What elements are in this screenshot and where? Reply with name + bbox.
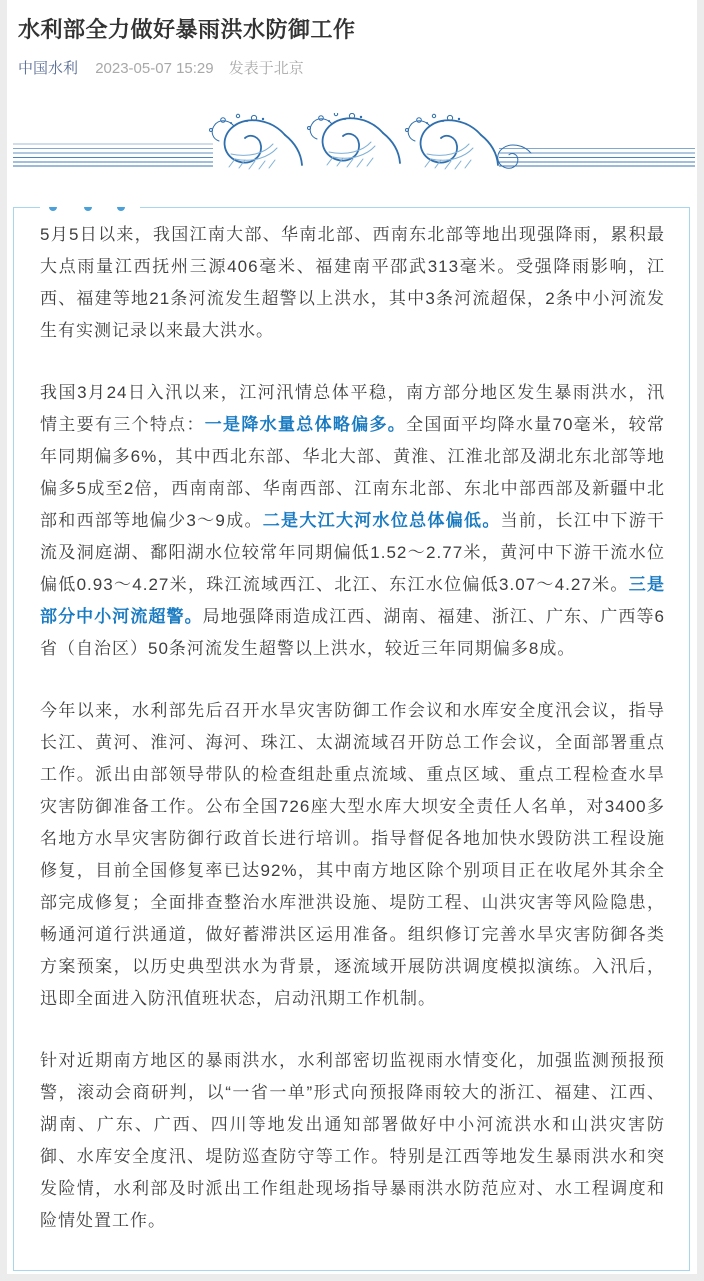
paragraph (40, 1045, 665, 1237)
body-text: 我国3月24日入汛以来，江河汛情总体平稳，南方部分地区发生暴雨洪水，汛情主要有三个特点： (40, 383, 665, 434)
page-title: 水利部全力做好暴雨洪水防御工作 (18, 17, 356, 42)
highlight-text: 三是部分中小河流超警。 (40, 575, 666, 626)
highlight-text: 一是降水量总体略偏多。 (204, 415, 407, 434)
article-body (14, 207, 689, 1237)
body-text: 今年以来，水利部先后召开水旱灾害防御工作会议和水库安全度汛会议，指导长江、黄河、淮河、海河、珠江、太湖流域召开防总工作会议，全面部署重点工作。派出由部领导带队的检查组赴重点流域、重点区域、重点工程检查水旱灾害防御准备工作。公布全国726座大型水库大坝安全责任人名单，对3400多名地方水旱灾害防御行政首长进行培训。指导督促各地加快水毁防洪工程设施修复，目前全国修复率已达92%，其中南方地区除个别项目正在收尾外其余全部完成修复；全面排查整治水库泄洪设施、堤防工程、山洪灾害等风险隐患，畅通河道行洪通道，做好蓄滞洪区运用准备。组织修订完善水旱灾害防御各类方案预案，以历史典型洪水为背景，逐流域开展防洪调度模拟演练。入汛后，迅即全面进入防汛值班状态，启动汛期工作机制。 (40, 701, 665, 1008)
frame-top-line-left (13, 207, 40, 208)
publish-location: 发表于北京 (228, 60, 304, 77)
body-text: 局地强降雨造成江西、湖南、福建、浙江、广东、广西等6省（自治区）50条河流发生超警以上洪水，较近三年同期偏多8成。 (40, 607, 665, 658)
article-body-frame (13, 207, 690, 1271)
publish-time: 2023-05-07 15:29 (95, 60, 214, 77)
body-text: 5月5日以来，我国江南大部、华南北部、西南东北部等地出现强降雨，累积最大点雨量江西抚州三源406毫米、福建南平邵武313毫米。受强降雨影响，江西、福建等地21条河流发生超警以上洪水，其中3条河流超保，2条中小河流发生有实测记录以来最大洪水。 (40, 225, 665, 340)
body-text: 当前，长江中下游干流及洞庭湖、鄱阳湖水位较常年同期偏低1.52～2.77米，黄河中下游干流水位偏低0.93～4.27米，珠江流域西江、北江、东江水位偏低3.07～4.27米。 (40, 511, 665, 594)
paragraph (40, 377, 665, 665)
account-link[interactable]: 中国水利 (18, 60, 79, 77)
body-text: 全国面平均降水量70毫米，较常年同期偏多6%，其中西北东部、华北大部、黄淮、江淮北部及湖北东北部等地偏多5成至2倍，西南南部、华南西部、江南东北部、东北中部西部及新疆中北部和西部等地偏少3～9成。 (40, 415, 665, 530)
wave-ornament-icon (7, 113, 697, 177)
article-page (7, 0, 697, 1274)
paragraph (40, 695, 665, 1015)
byline (18, 59, 686, 79)
frame-top-line-right (140, 207, 690, 208)
highlight-text: 二是大江大河水位总体偏低。 (262, 511, 501, 530)
paragraph (40, 219, 665, 347)
body-text: 针对近期南方地区的暴雨洪水，水利部密切监视雨水情变化，加强监测预报预警，滚动会商研判，以“一省一单”形式向预报降雨较大的浙江、福建、江西、湖南、广东、广西、四川等地发出通知部署做好中小河流洪水和山洪灾害防御、水库安全度汛、堤防巡查防守等工作。特别是江西等地发生暴雨洪水和突发险情，水利部及时派出工作组赴现场指导暴雨洪水防范应对、水工程调度和险情处置工作。 (40, 1051, 665, 1230)
